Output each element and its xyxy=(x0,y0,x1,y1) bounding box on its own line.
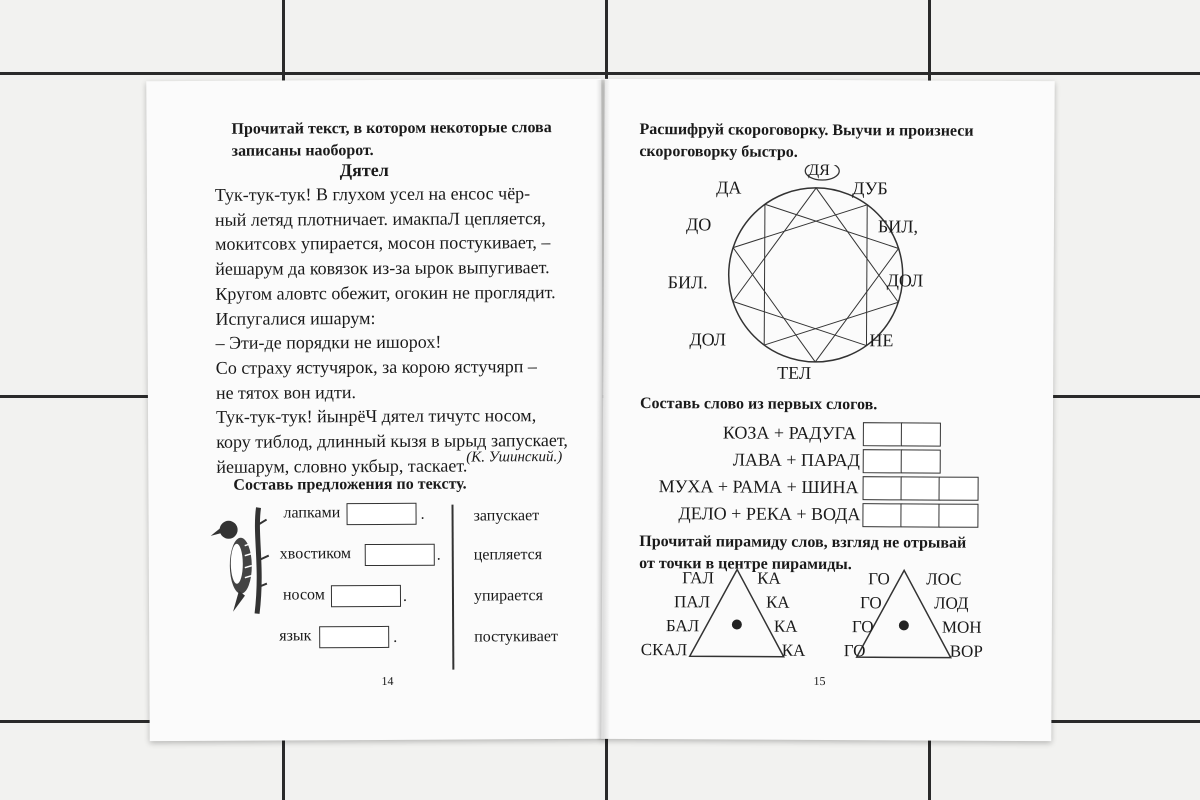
pyramid-word: ГАЛ xyxy=(682,568,714,588)
syllable-box[interactable] xyxy=(863,422,903,446)
answer-box[interactable] xyxy=(319,626,389,648)
answer-box[interactable] xyxy=(331,585,401,607)
syllable-box[interactable] xyxy=(863,476,903,500)
right-page xyxy=(601,79,1054,741)
wheel-word: ДА xyxy=(716,177,742,198)
pyramid-word: СКАЛ xyxy=(640,640,688,660)
noun-yazyk: язык xyxy=(279,627,312,645)
task-decode-tongue-twister: Расшифруй скороговорку. Выучи и произнеси скороговорку быстро. xyxy=(639,121,974,161)
wheel-word: ДУБ xyxy=(852,178,888,199)
star-line xyxy=(866,205,867,346)
syllable-equation: ЛАВА + ПАРАД xyxy=(732,449,861,471)
page-number: 14 xyxy=(381,673,394,688)
syllable-equation: ДЕЛО + РЕКА + ВОДА xyxy=(678,503,861,525)
left-page: Прочитай текст, в котором некоторые слова записаны наоборот. Дятел Тук-тук-тук! В глухом усел на енсос чёр- ный летяд плотничает. имакпаЛ цепляется, мокитсовх упирается, мосон постукивает, – йешарум да ковязок из-за ырок выпугивает. Кругом аловтс обежит, огокин не проглядит. Испугалися ишарум: – Эти-де порядки не ишорох! Со страху ястучярок, за корою ястучярп – не тятох вон идти. Тук-тук-тук! йынрёЧ дятел тичутс носом, кору тиблод, длинный кызя в ырыд запускает, йешарум, словно укбыр, таскает. (К. Ушинский.) Составь предложения по тексту. лапками . хвостиком . носом . язык . запускает цепляется упирается постукивает 14 xyxy=(146,79,604,741)
woodpecker-illustration xyxy=(210,506,273,616)
pyramid-word: КА xyxy=(773,616,798,636)
verb: упирается xyxy=(473,587,544,605)
syllable-equation: КОЗА + РАДУГА xyxy=(722,422,857,444)
pyramid-word: МОН xyxy=(941,617,982,637)
syllable-box[interactable] xyxy=(900,503,940,527)
pyramid-word: ГО xyxy=(859,593,882,613)
task-first-syllables: Составь слово из первых слогов. xyxy=(639,395,878,414)
noun-nosom: носом xyxy=(282,586,325,604)
star-line xyxy=(733,188,816,302)
story-title: Дятел xyxy=(339,159,389,181)
wheel-word: ДОЛ xyxy=(689,329,727,350)
answer-box[interactable] xyxy=(346,503,416,525)
column-divider xyxy=(451,505,453,670)
star-line xyxy=(733,248,816,362)
task-reverse-text: Прочитай текст, в котором некоторые слова записаны наоборот. xyxy=(231,119,552,160)
syllable-answer-boxes xyxy=(605,79,1055,81)
story-author: (К. Ушинский.) xyxy=(466,449,563,466)
wheel-word: ДО xyxy=(685,214,712,235)
syllable-box[interactable] xyxy=(863,449,903,473)
wheel-word: ТЕЛ xyxy=(777,362,812,383)
syllable-box[interactable] xyxy=(901,449,941,473)
wheel-word: БИЛ, xyxy=(877,216,919,237)
story-text: Тук-тук-тук! В глухом усел на енсос чёр- ный летяд плотничает. имакпаЛ цепляется, мокитсовх упирается, мосон постукивает, – йешарум да ковязок из-за ырок выпугивает. Кругом аловтс обежит, огокин не проглядит. Испугалися ишарум: – Эти-де порядки не ишорох! Со страху ястучярок, за корою ястучярп – не тятох вон идти. Тук-тук-тук! йынрёЧ дятел тичутс носом, кору тиблод, длинный кызя в ырыд запускает, йешарум, словно укбыр, таскает. xyxy=(214,183,568,477)
task-word-pyramid: Прочитай пирамиду слов, взгляд не отрывай от точки в центре пирамиды. xyxy=(639,533,967,574)
syllable-box[interactable] xyxy=(901,422,941,446)
pyramid-word: КА xyxy=(757,568,781,588)
syllable-box[interactable] xyxy=(862,503,902,527)
wheel-word: БИЛ. xyxy=(667,272,708,293)
pyramid-word: ЛОД xyxy=(933,593,969,613)
book-gutter xyxy=(596,80,610,740)
noun-khvostikom: хвостиком xyxy=(279,545,352,563)
syllable-box[interactable] xyxy=(938,504,978,528)
noun-lapkami: лапками xyxy=(283,504,341,522)
answer-box[interactable] xyxy=(365,544,435,566)
wheel-word: ДЯ xyxy=(808,161,830,180)
verb: цепляется xyxy=(473,546,543,564)
pyramid-word: КА xyxy=(781,640,806,660)
star-line xyxy=(764,204,765,345)
task-make-sentences: Составь предложения по тексту. xyxy=(233,475,467,494)
pyramid-word: ВОР xyxy=(949,641,983,661)
pyramid-word: КА xyxy=(765,592,790,612)
pyramid-word: ГО xyxy=(843,641,866,661)
star-line xyxy=(733,204,867,248)
star-line xyxy=(733,301,867,345)
wheel-word: ДОЛ xyxy=(886,270,924,291)
pyramid-word: ЛОС xyxy=(926,569,962,589)
pyramid-word: ГО xyxy=(851,617,874,637)
pyramid-word: ГО xyxy=(868,569,890,589)
syllable-box[interactable] xyxy=(901,476,941,500)
pyramid-word: ПАЛ xyxy=(673,592,711,612)
wheel-word: НЕ xyxy=(869,330,894,351)
verb: запускает xyxy=(473,507,540,525)
verb: постукивает xyxy=(474,628,558,646)
syllable-box[interactable] xyxy=(939,477,979,501)
open-workbook xyxy=(148,80,1058,740)
syllable-equation: МУХА + РАМА + ШИНА xyxy=(658,476,859,498)
pyramid-word: БАЛ xyxy=(665,616,700,636)
page-number: 15 xyxy=(813,673,826,688)
